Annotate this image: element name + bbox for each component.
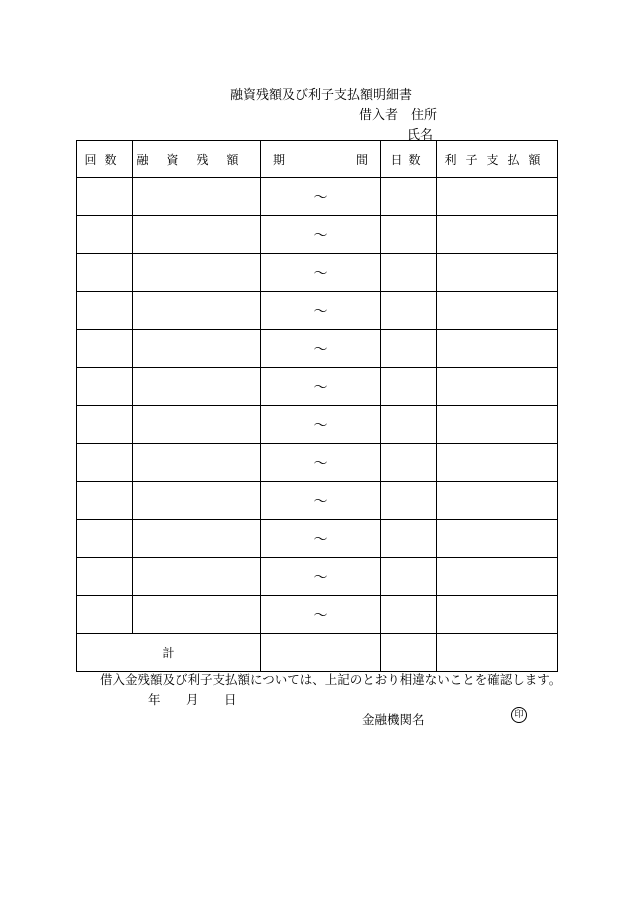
period-separator: ～ — [313, 569, 328, 586]
count-cell — [77, 368, 133, 406]
period-cell — [261, 254, 381, 292]
period-separator: ～ — [313, 417, 328, 434]
total-row — [77, 634, 558, 672]
balance-cell — [133, 520, 261, 558]
balance-cell — [133, 596, 261, 634]
date-month: 月 — [186, 692, 199, 707]
confirmation-statement: 借入金残額及び利子支払額については、上記のとおり相違ないことを確認します。 — [100, 672, 562, 687]
borrower-name-label: 氏名 — [407, 128, 434, 143]
interest-cell — [437, 482, 558, 520]
header-interest: 利子支払額 — [437, 141, 558, 178]
interest-cell — [437, 520, 558, 558]
bank-name-label: 金融機関名 — [362, 712, 425, 727]
header-period — [261, 141, 381, 178]
balance-cell — [133, 444, 261, 482]
total-period-cell — [261, 634, 381, 672]
table-row — [77, 482, 558, 520]
date-year: 年 — [148, 692, 161, 707]
days-cell — [381, 368, 437, 406]
table-row — [77, 330, 558, 368]
count-cell — [77, 482, 133, 520]
header-days: 日数 — [381, 141, 437, 178]
interest-cell — [437, 292, 558, 330]
count-cell — [77, 254, 133, 292]
days-cell — [381, 444, 437, 482]
period-separator: ～ — [313, 379, 328, 396]
days-cell — [381, 482, 437, 520]
period-separator: ～ — [313, 189, 328, 206]
count-cell — [77, 216, 133, 254]
table-row — [77, 596, 558, 634]
period-separator: ～ — [313, 607, 328, 624]
interest-cell — [437, 330, 558, 368]
balance-cell — [133, 178, 261, 216]
period-cell — [261, 330, 381, 368]
table-row — [77, 558, 558, 596]
interest-cell — [437, 406, 558, 444]
total-days-cell — [381, 634, 437, 672]
table-row — [77, 520, 558, 558]
period-cell — [261, 292, 381, 330]
count-cell — [77, 444, 133, 482]
period-cell — [261, 178, 381, 216]
interest-cell — [437, 558, 558, 596]
header-period-start: 期 — [273, 152, 286, 167]
table-row — [77, 254, 558, 292]
period-cell — [261, 558, 381, 596]
period-separator: ～ — [313, 265, 328, 282]
table-row — [77, 368, 558, 406]
period-separator: ～ — [313, 455, 328, 472]
interest-cell — [437, 368, 558, 406]
header-period-end: 間 — [355, 152, 368, 167]
balance-cell — [133, 254, 261, 292]
seal-mark: 印 — [511, 707, 527, 723]
table-row — [77, 406, 558, 444]
date-line — [148, 690, 237, 708]
balance-cell — [133, 368, 261, 406]
period-cell — [261, 444, 381, 482]
period-separator: ～ — [313, 227, 328, 244]
period-separator: ～ — [313, 341, 328, 358]
count-cell — [77, 178, 133, 216]
balance-cell — [133, 558, 261, 596]
table-row — [77, 292, 558, 330]
days-cell — [381, 254, 437, 292]
table-row — [77, 444, 558, 482]
period-cell — [261, 520, 381, 558]
interest-cell — [437, 444, 558, 482]
document-title: 融資残額及び利子支払額明細書 — [230, 88, 413, 103]
table-header-row — [77, 141, 558, 178]
days-cell — [381, 330, 437, 368]
count-cell — [77, 330, 133, 368]
period-separator: ～ — [313, 303, 328, 320]
header-balance: 融資残額 — [133, 141, 261, 178]
period-cell — [261, 216, 381, 254]
balance-cell — [133, 330, 261, 368]
interest-cell — [437, 254, 558, 292]
period-separator: ～ — [313, 531, 328, 548]
count-cell — [77, 596, 133, 634]
interest-cell — [437, 216, 558, 254]
period-cell — [261, 482, 381, 520]
days-cell — [381, 406, 437, 444]
interest-cell — [437, 596, 558, 634]
balance-cell — [133, 482, 261, 520]
period-cell — [261, 406, 381, 444]
total-label: 計 — [77, 634, 261, 672]
count-cell — [77, 292, 133, 330]
header-count: 回数 — [77, 141, 133, 178]
table-row — [77, 216, 558, 254]
days-cell — [381, 596, 437, 634]
period-cell — [261, 368, 381, 406]
balance-cell — [133, 216, 261, 254]
table-row — [77, 178, 558, 216]
count-cell — [77, 520, 133, 558]
count-cell — [77, 406, 133, 444]
interest-cell — [437, 178, 558, 216]
days-cell — [381, 178, 437, 216]
borrower-address-label: 借入者 住所 — [359, 108, 438, 123]
balance-cell — [133, 292, 261, 330]
days-cell — [381, 216, 437, 254]
period-separator: ～ — [313, 493, 328, 510]
days-cell — [381, 292, 437, 330]
ledger-table — [76, 140, 558, 672]
count-cell — [77, 558, 133, 596]
total-interest-cell — [437, 634, 558, 672]
period-cell — [261, 596, 381, 634]
days-cell — [381, 520, 437, 558]
balance-cell — [133, 406, 261, 444]
days-cell — [381, 558, 437, 596]
date-day: 日 — [224, 692, 237, 707]
